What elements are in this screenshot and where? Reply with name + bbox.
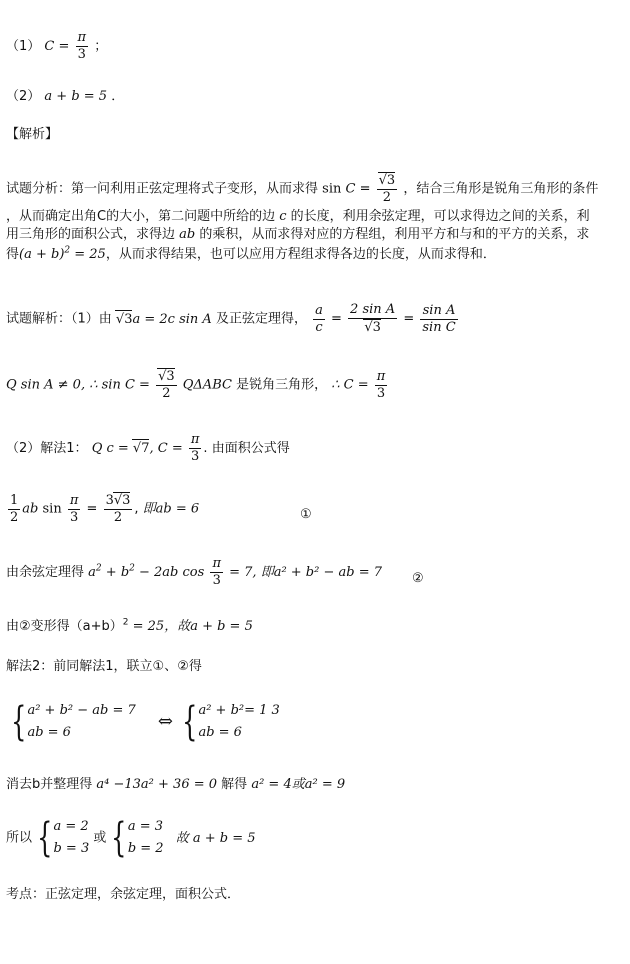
solution-text: 消去b并整理得 bbox=[6, 777, 93, 792]
solution-text: 是锐角三角形， bbox=[236, 377, 328, 393]
analysis-text: 用三角形的面积公式，求得边 bbox=[6, 227, 176, 242]
analysis-text: 第一问利用正弦定理将式子变形，从而求得 bbox=[71, 181, 319, 197]
analysis-line-2: ，从而确定出角C的大小，第二问题中所给的边 c 的长度，利用余弦定理，可以求得边之间的关系，利 bbox=[6, 209, 590, 224]
answer-2-end: ． bbox=[111, 89, 125, 104]
system-eq-4: ab = 6 bbox=[198, 725, 242, 740]
solution-text: 解得 bbox=[221, 777, 248, 792]
solution-text: 所以 bbox=[6, 830, 33, 846]
solution-line-3: （2）解法1： Q c = √7, C = $\frac{\pi}{3}$ . 由面积公式得 bbox=[6, 432, 290, 464]
solution-text: 或 bbox=[93, 830, 107, 846]
elimination-result: a² = 4或a² = 9 bbox=[251, 777, 346, 792]
equation-1-text: 即ab = 6 bbox=[142, 501, 200, 517]
analysis-text: 得 bbox=[6, 247, 20, 262]
result-b-2: b = 2 bbox=[127, 841, 164, 856]
answer-1: （1） C = $\frac{\pi}{3}$ ； bbox=[6, 30, 108, 62]
analysis-label: 试题分析： bbox=[6, 181, 72, 197]
solution-line-2: Q sin A ≠ 0, ∴ sin C = $\frac{√3}{2}$ QΔABC 是锐角三角形， ∴ C = $\frac{\pi}{3}$ bbox=[6, 368, 386, 401]
section-title: 【解析】 bbox=[6, 127, 59, 142]
equation-3: 由②变形得$(a+b)^2 = 25$，故a + b = 5 bbox=[6, 617, 253, 634]
equation-2-text: 即a² + b² − ab = 7 bbox=[260, 565, 382, 580]
solution-text: 由面积公式得 bbox=[211, 441, 290, 456]
elimination-equation: a⁴ −13a² + 36 = 0 bbox=[96, 777, 218, 792]
kaodian: 考点：正弦定理，余弦定理，面积公式． bbox=[6, 887, 241, 902]
answer-1-number: （1） bbox=[6, 39, 41, 54]
equation-2: 由余弦定理得 $a^2 + b^2 - 2ab$ cos $\frac{\pi}{3}$ = 7, 即a² + b² − ab = 7 ② bbox=[6, 556, 424, 588]
equation-3-text: = 25，故a + b = 5 bbox=[128, 619, 253, 634]
equivalence-arrow: ⇔ bbox=[157, 711, 173, 732]
analysis-text: ，结合三角形是锐角三角形的条件 bbox=[403, 181, 599, 197]
solution-text: 及正弦定理得， bbox=[215, 311, 307, 327]
result-b-1: b = 3 bbox=[53, 841, 90, 856]
result-a-2: a = 3 bbox=[127, 819, 164, 834]
system-eq-1: a² + b² − ab = 7 bbox=[27, 703, 136, 718]
elimination-line bbox=[6, 776, 345, 794]
final-answer: 故 a + b = 5 bbox=[175, 830, 256, 846]
analysis-text: 的乘积，从而求得对应的方程组，利用平方和与和的平方的关系，求 bbox=[199, 227, 590, 242]
method-2-line: 解法2：前同解法1，联立①、②得 bbox=[6, 659, 202, 674]
circle-2: ② bbox=[412, 571, 424, 586]
analysis-line-4: 得$(a + b)^2 = 25$，从而求得结果，也可以应用方程组求得各边的长度，从而求得和． bbox=[6, 245, 496, 262]
solution-text: 由余弦定理得 bbox=[6, 565, 85, 580]
system-eq-3: a² + b²= 1 3 bbox=[198, 703, 280, 718]
answer-2-number: （2） bbox=[6, 89, 41, 104]
solution-text: 由②变形得（a+b） bbox=[6, 619, 123, 634]
system-eq-2: ab = 6 bbox=[27, 725, 71, 740]
solution-text: （2）解法1： bbox=[6, 441, 88, 456]
result-a-1: a = 2 bbox=[53, 819, 89, 834]
solution-label: 试题解析：（1）由 bbox=[6, 311, 112, 327]
answer-2-math: a + b = 5 bbox=[44, 89, 108, 104]
analysis-text: 的长度，利用余弦定理，可以求得边之间的关系，利 bbox=[290, 209, 590, 224]
analysis-line-3: 用三角形的面积公式，求得边 ab 的乘积，从而求得对应的方程组，利用平方和与和的平方的关系，求 bbox=[6, 227, 590, 242]
circle-1: ① bbox=[300, 507, 312, 522]
analysis-line-1: 试题分析：第一问利用正弦定理将式子变形，从而求得 sin C = $\frac{√3}{2}$ ，结合三角形是锐角三角形的条件 bbox=[6, 173, 599, 205]
analysis-text: ，从而求得结果，也可以应用方程组求得各边的长度，从而求得和． bbox=[105, 247, 496, 262]
solution-line-1: 试题解析：（1）由 √3a = 2c sin A 及正弦定理得， $\frac{a}{c}$ = $\frac{\text{2 sin A}}{√3}$ = $\frac{\text{sin A}}{\text{sin C}}$ bbox=[6, 302, 456, 335]
analysis-text: ，从而确定出角C的大小，第二问题中所给的边 bbox=[6, 209, 276, 224]
answer-1-math: C = $\frac{\pi}{3}$ bbox=[44, 30, 87, 62]
answer-2 bbox=[6, 88, 124, 106]
system-equations: { a² + b² − ab = 7 ab = 6 ⇔ { a² + b²= 1 3 ab = 6 bbox=[11, 699, 280, 745]
result-line: 所以 { a = 2 b = 3 或 { a = 3 b = 2 故 a + b = 5 bbox=[6, 815, 256, 861]
equation-1: $\frac{1}{2}$ ab sin $\frac{\pi}{3}$ = $\frac{3√3}{2}$ , 即ab = 6 ① bbox=[10, 492, 312, 525]
